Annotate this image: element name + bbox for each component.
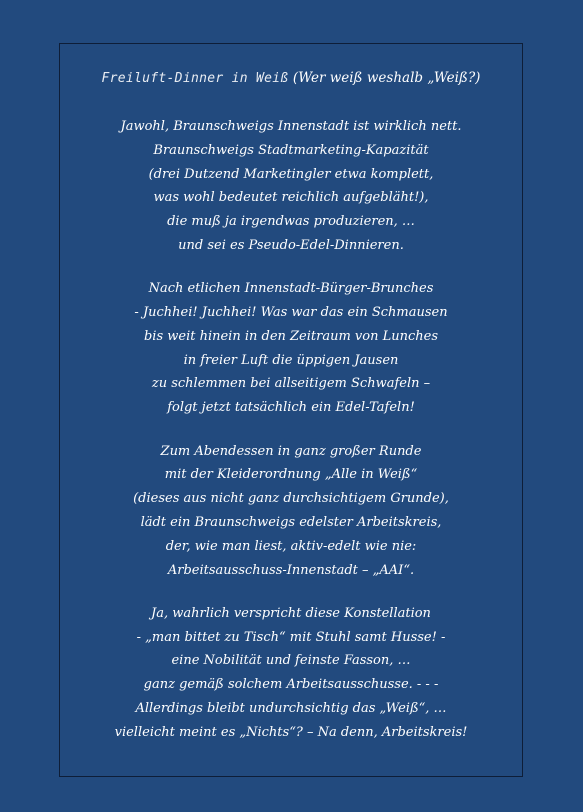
poem-line: Zum Abendessen in ganz großer Runde	[160, 443, 422, 459]
poem-line: eine Nobilität und feinste Fasson, …	[171, 653, 411, 669]
poem-line: (drei Dutzend Marketingler etwa komplett,	[148, 166, 434, 182]
stanza-4	[60, 602, 522, 745]
poem-line: der, wie man liest, aktiv-edelt wie nie:	[165, 538, 417, 554]
poem-line: - „man bittet zu Tisch“ mit Stuhl samt Husse! -	[136, 629, 446, 645]
poem-line: was wohl bedeutet reichlich aufgebläht!),	[153, 190, 429, 206]
poem-line: in freier Luft die üppigen Jausen	[183, 352, 399, 368]
stanza-2	[60, 277, 522, 420]
poem-frame	[59, 43, 523, 777]
poem-line: lädt ein Braunschweigs edelster Arbeitskreis,	[140, 514, 442, 530]
poem-line: Jawohl, Braunschweigs Innenstadt ist wirklich nett.	[120, 119, 462, 134]
poem-line: - Juchhei! Juchhei! Was war das ein Schmausen	[134, 305, 448, 321]
poem-line: ganz gemäß solchem Arbeitsausschusse. - - -	[143, 677, 439, 693]
title-subtitle: (Wer weiß weshalb „Weiß?)	[292, 70, 481, 86]
poem-title	[60, 70, 522, 86]
poem-line: mit der Kleiderordnung „Alle in Weiß“	[164, 467, 418, 483]
poem-line: zu schlemmen bei allseitigem Schwafeln –	[151, 376, 431, 392]
poem-line: die muß ja irgendwas produzieren, …	[167, 214, 415, 230]
poem-line: (dieses aus nicht ganz durchsichtigem Grunde),	[133, 491, 449, 507]
poem-line: bis weit hinein in den Zeitraum von Lunches	[143, 328, 439, 344]
title-main: Freiluft-Dinner in Weiß	[101, 71, 289, 86]
stanza-1	[60, 115, 522, 258]
stanza-3	[60, 440, 522, 583]
poem-line: Allerdings bleibt undurchsichtig das „Weiß“, …	[135, 701, 447, 717]
poem-line: und sei es Pseudo-Edel-Dinnieren.	[178, 237, 404, 253]
poem-line: vielleicht meint es „Nichts“? – Na denn, Arbeitskreis!	[114, 724, 468, 740]
poem-line: Nach etlichen Innenstadt-Bürger-Brunches	[148, 281, 434, 297]
poem-body	[60, 115, 522, 764]
poem-line: Ja, wahrlich verspricht diese Konstellation	[151, 605, 431, 621]
poem-line: Braunschweigs Stadtmarketing-Kapazität	[153, 142, 429, 158]
poem-line: Arbeitsausschuss-Innenstadt – „AAI“.	[167, 562, 415, 578]
poem-line: folgt jetzt tatsächlich ein Edel-Tafeln!	[167, 400, 415, 416]
